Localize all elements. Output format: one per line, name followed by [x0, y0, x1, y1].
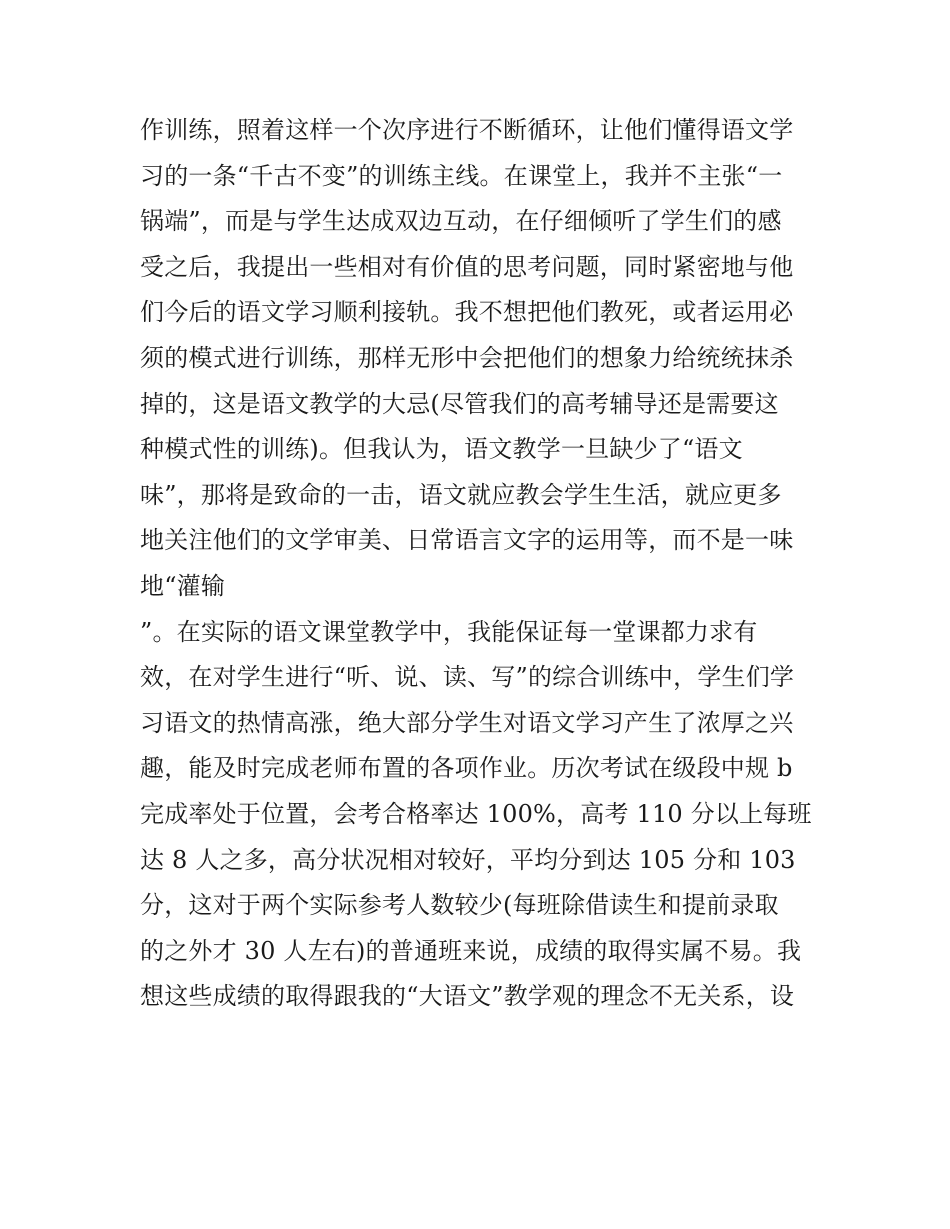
text-line-10: 地关注他们的文学审美、日常语言文字的运用等，而不是一味 [140, 526, 794, 555]
text-line-7: 掉的，这是语文教学的大忌(尽管我们的高考辅导还是需要这 [140, 389, 779, 418]
text-line-3: 锅端”，而是与学生达成双边互动，在仔细倾听了学生们的感 [140, 207, 782, 236]
text-line-13: 效，在对学生进行“听、说、读、写”的综合训练中，学生们学 [140, 663, 795, 692]
text-line-1: 作训练，照着这样一个次序进行不断循环，让他们懂得语文学 [140, 116, 794, 144]
text-line-19: 的之外才 30 人左右)的普通班来说，成绩的取得实属不易。我 [140, 936, 802, 965]
text-line-11: 地“灌输 [140, 571, 226, 600]
text-line-6: 须的模式进行训练，那样无形中会把他们的想象力给统统抹杀 [140, 343, 794, 372]
text-line-8: 种模式性的训练)。但我认为，语文教学一旦缺少了“语文 [140, 435, 743, 464]
text-line-15: 趣，能及时完成老师布置的各项作业。历次考试在级段中规 b [140, 754, 793, 783]
text-line-9: 味”，那将是致命的一击，语文就应教会学生生活，就应更多 [140, 480, 782, 509]
text-line-5: 们今后的语文学习顺利接轨。我不想把他们教死，或者运用必 [140, 298, 794, 327]
text-line-4: 受之后，我提出一些相对有价值的思考问题，同时紧密地与他 [140, 252, 794, 281]
text-line-20: 想这些成绩的取得跟我的“大语文”教学观的理念不无关系，设 [140, 982, 795, 1011]
text-line-18: 分，这对于两个实际参考人数较少(每班除借读生和提前录取 [140, 891, 779, 920]
body-text [140, 108, 820, 1020]
text-line-12: ”。在实际的语文课堂教学中，我能保证每一堂课都力求有 [140, 617, 758, 646]
text-line-16: 完成率处于位置，会考合格率达 100%，高考 110 分以上每班 [140, 799, 812, 828]
text-line-14: 习语文的热情高涨，绝大部分学生对语文学习产生了浓厚之兴 [140, 708, 794, 737]
text-line-2: 习的一条“千古不变”的训练主线。在课堂上，我并不主张“一 [140, 161, 783, 190]
text-line-17: 达 8 人之多，高分状况相对较好，平均分到达 105 分和 103 [140, 845, 796, 874]
